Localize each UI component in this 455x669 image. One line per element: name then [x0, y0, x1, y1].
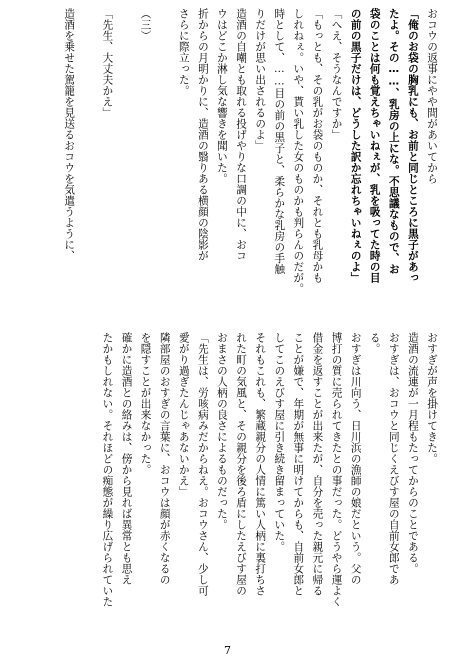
text-column: 「先生は、労咳病みだからねえ。おコウさん、少し可 — [196, 332, 209, 596]
text-column: りだけが思い出されるのよ」 — [254, 8, 267, 151]
text-column: おまさの人柄の良さによるものだった。 — [215, 332, 228, 530]
lower-text-block — [97, 332, 441, 632]
text-column: 時として、……目の前の黒子と、柔らかな乳房の手触 — [273, 8, 286, 275]
text-column: 愛がり過ぎたんじゃあないかえ」 — [177, 332, 190, 497]
section-heading: （三） — [139, 8, 152, 41]
text-column: を隠すことが出来なかった。 — [139, 332, 152, 475]
text-column: たかもしれない。それほどの痴態が繰り広げられていた — [101, 332, 114, 607]
text-column: おすぎは、おコウと同じくえびす屋の自前女郎であ — [387, 332, 400, 585]
text-column — [78, 8, 97, 308]
text-column: それもこれも、繁蔵親分の人情に篤い人柄に裏打ちさ — [254, 332, 267, 596]
text-column: れた町の気風と、その親分を後ろ盾にしたえびす屋の — [235, 332, 248, 596]
text-column: 確かに造酒との絡みは、傍から見れば異常とも思え — [120, 332, 133, 585]
text-column: 「へえ、そうなんですか」 — [330, 8, 343, 140]
text-column: る。 — [368, 332, 381, 354]
text-column: 「もっとも、その乳がお袋のものか、それとも乳母かも — [311, 8, 324, 283]
text-column — [116, 8, 135, 308]
text-column — [155, 8, 174, 308]
text-column: の前の黒子だけは、どうした訳か忘れちゃいねぇのよ」 — [349, 8, 362, 283]
text-column: 「俺のお袋の胸乳にも、お前と同じところに黒子があっ — [406, 8, 419, 283]
text-column: 「先生、大丈夫かえ」 — [101, 8, 114, 118]
text-column: 隣部屋のおすぎの言葉に、おコウは顔が赤くなるの — [158, 332, 171, 585]
text-column: しれねぇ。いや、貰い乳した女のものかも判らんのだが。 — [292, 8, 305, 294]
text-column: ことが嫌で、年期が無事に明けてからも、自前女郎と — [292, 332, 305, 596]
text-column: 折からの月明かりに、造酒の翳りある横顔の陰影が — [196, 8, 209, 261]
text-column: 博打の質に売られてきたとの事だった。どうやら運よく — [330, 332, 343, 607]
text-column: してこのえびす屋に引き続き留まっていた。 — [273, 332, 286, 552]
text-column: さらに際立った。 — [177, 8, 190, 96]
text-column: 造酒の流連が一月程もたってからのことである。 — [406, 332, 419, 574]
text-column: おすぎは川向う、日川浜の漁師の娘だという。父の — [349, 332, 362, 585]
page-number: 7 — [224, 644, 231, 657]
upper-text-block — [59, 8, 441, 308]
text-column: 借金を返すことが出来たが、自分を売った親元に帰る — [311, 332, 324, 596]
text-column: 造酒を乗せた駕籠を見送るおコウを気遣うように、 — [63, 8, 76, 261]
text-column: おコウの返事にやや間があいてから — [426, 8, 438, 184]
text-column: たよ。その……、乳房の上にな。不思議なもので、お — [387, 8, 400, 275]
text-column: おすぎが声を掛けてきた。 — [426, 332, 438, 464]
text-column: ウはどこか淋し気な響きを聞いた。 — [215, 8, 228, 184]
text-column: 造酒の自嘲とも取れる投げやりな口調の中に、おコ — [235, 8, 248, 261]
text-column: 袋のことは何も覚えちゃいねぇが、乳を吸ってた時の目 — [368, 8, 381, 283]
